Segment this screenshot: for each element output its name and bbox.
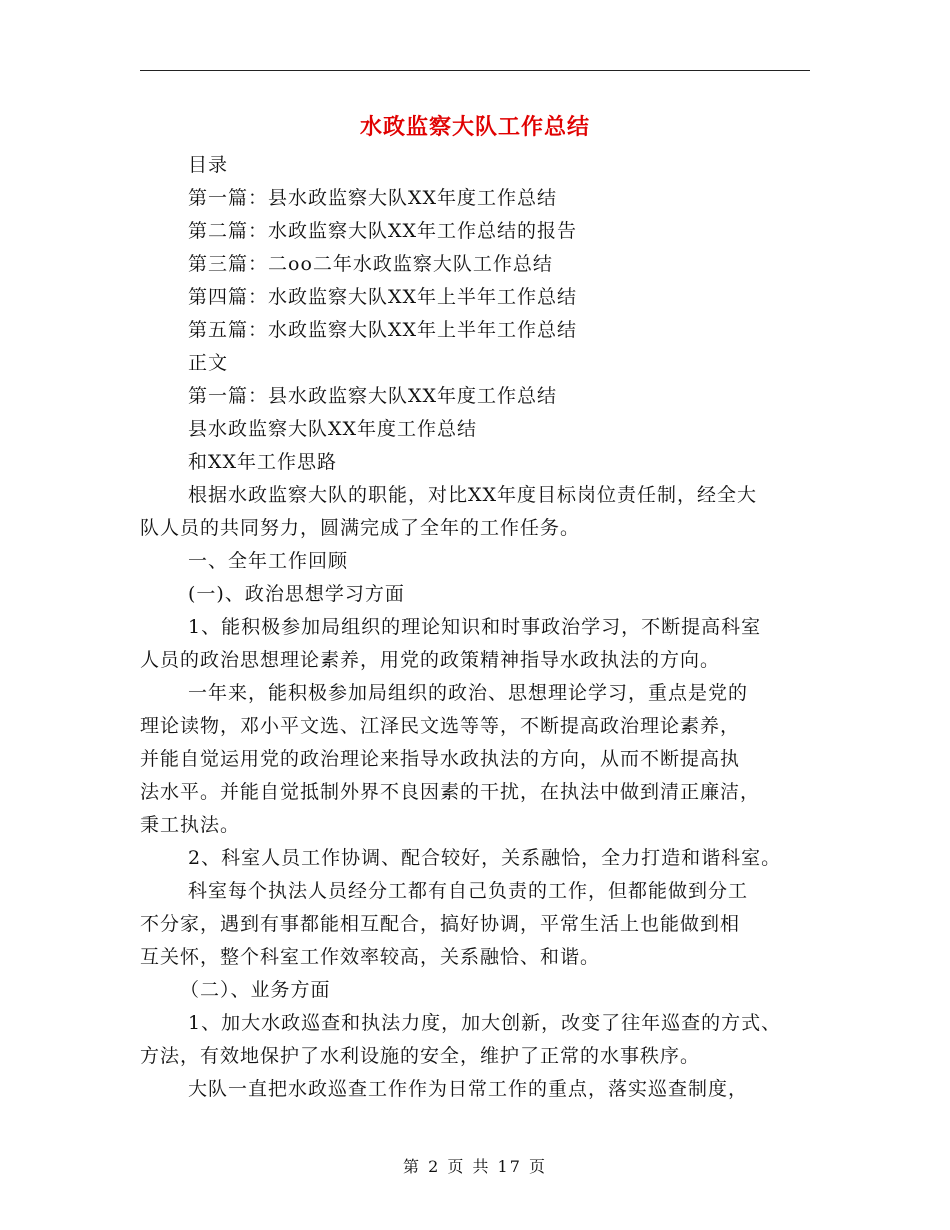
paragraph-line: (一)、政治思想学习方面 bbox=[188, 583, 405, 605]
toc-item: 第二篇：水政监察大队XX年工作总结的报告 bbox=[188, 220, 578, 242]
part-heading: 第一篇：县水政监察大队XX年度工作总结 bbox=[188, 385, 558, 407]
toc-item: 第五篇：水政监察大队XX年上半年工作总结 bbox=[188, 319, 578, 341]
paragraph-line: 大队一直把水政巡查工作作为日常工作的重点，落实巡查制度， bbox=[188, 1078, 749, 1100]
document-title: 水政监察大队工作总结 bbox=[359, 114, 590, 140]
paragraph-line: 科室每个执法人员经分工都有自己负责的工作，但都能做到分工 bbox=[188, 880, 749, 902]
toc-item: 第一篇：县水政监察大队XX年度工作总结 bbox=[188, 187, 558, 209]
toc-item: 第四篇：水政监察大队XX年上半年工作总结 bbox=[188, 286, 578, 308]
paragraph-line: 1、加大水政巡查和执法力度，加大创新，改变了往年巡查的方式、 bbox=[188, 1012, 782, 1034]
section-subtitle: 和XX年工作思路 bbox=[188, 451, 338, 473]
paragraph-line: 1、能积极参加局组织的理论知识和时事政治学习，不断提高科室 bbox=[188, 616, 762, 638]
page-number-footer: 第 2 页 共 17 页 bbox=[403, 1157, 547, 1176]
paragraph-line: 互关怀，整个科室工作效率较高，关系融恰、和谐。 bbox=[140, 946, 601, 968]
toc-heading: 目录 bbox=[188, 154, 229, 176]
toc-item: 第三篇：二oo二年水政监察大队工作总结 bbox=[188, 253, 553, 275]
paragraph-line: 不分家，遇到有事都能相互配合，搞好协调，平常生活上也能做到相 bbox=[140, 913, 741, 935]
paragraph-line: 人员的政治思想理论素养，用党的政策精神指导水政执法的方向。 bbox=[140, 649, 721, 671]
paragraph-line: 并能自觉运用党的政治理论来指导水政执法的方向，从而不断提高执 bbox=[140, 748, 741, 770]
body-heading: 正文 bbox=[188, 352, 229, 374]
paragraph-line: 秉工执法。 bbox=[140, 814, 241, 836]
paragraph-line: 根据水政监察大队的职能，对比XX年度目标岗位责任制，经全大 bbox=[188, 484, 758, 506]
paragraph-line: 一、全年工作回顾 bbox=[188, 550, 349, 572]
paragraph-line: （二）、业务方面 bbox=[180, 979, 331, 1001]
paragraph-line: 队人员的共同努力，圆满完成了全年的工作任务。 bbox=[140, 517, 581, 539]
section-title: 县水政监察大队XX年度工作总结 bbox=[188, 418, 478, 440]
paragraph-line: 一年来，能积极参加局组织的政治、思想理论学习，重点是党的 bbox=[188, 682, 749, 704]
header-rule bbox=[140, 70, 810, 71]
paragraph-line: 方法，有效地保护了水利设施的安全，维护了正常的水事秩序。 bbox=[140, 1045, 701, 1067]
paragraph-line: 2、科室人员工作协调、配合较好，关系融恰，全力打造和谐科室。 bbox=[188, 847, 782, 869]
paragraph-line: 理论读物，邓小平文选、江泽民文选等等，不断提高政治理论素养， bbox=[140, 715, 741, 737]
paragraph-line: 法水平。并能自觉抵制外界不良因素的干扰，在执法中做到清正廉洁， bbox=[140, 781, 761, 803]
